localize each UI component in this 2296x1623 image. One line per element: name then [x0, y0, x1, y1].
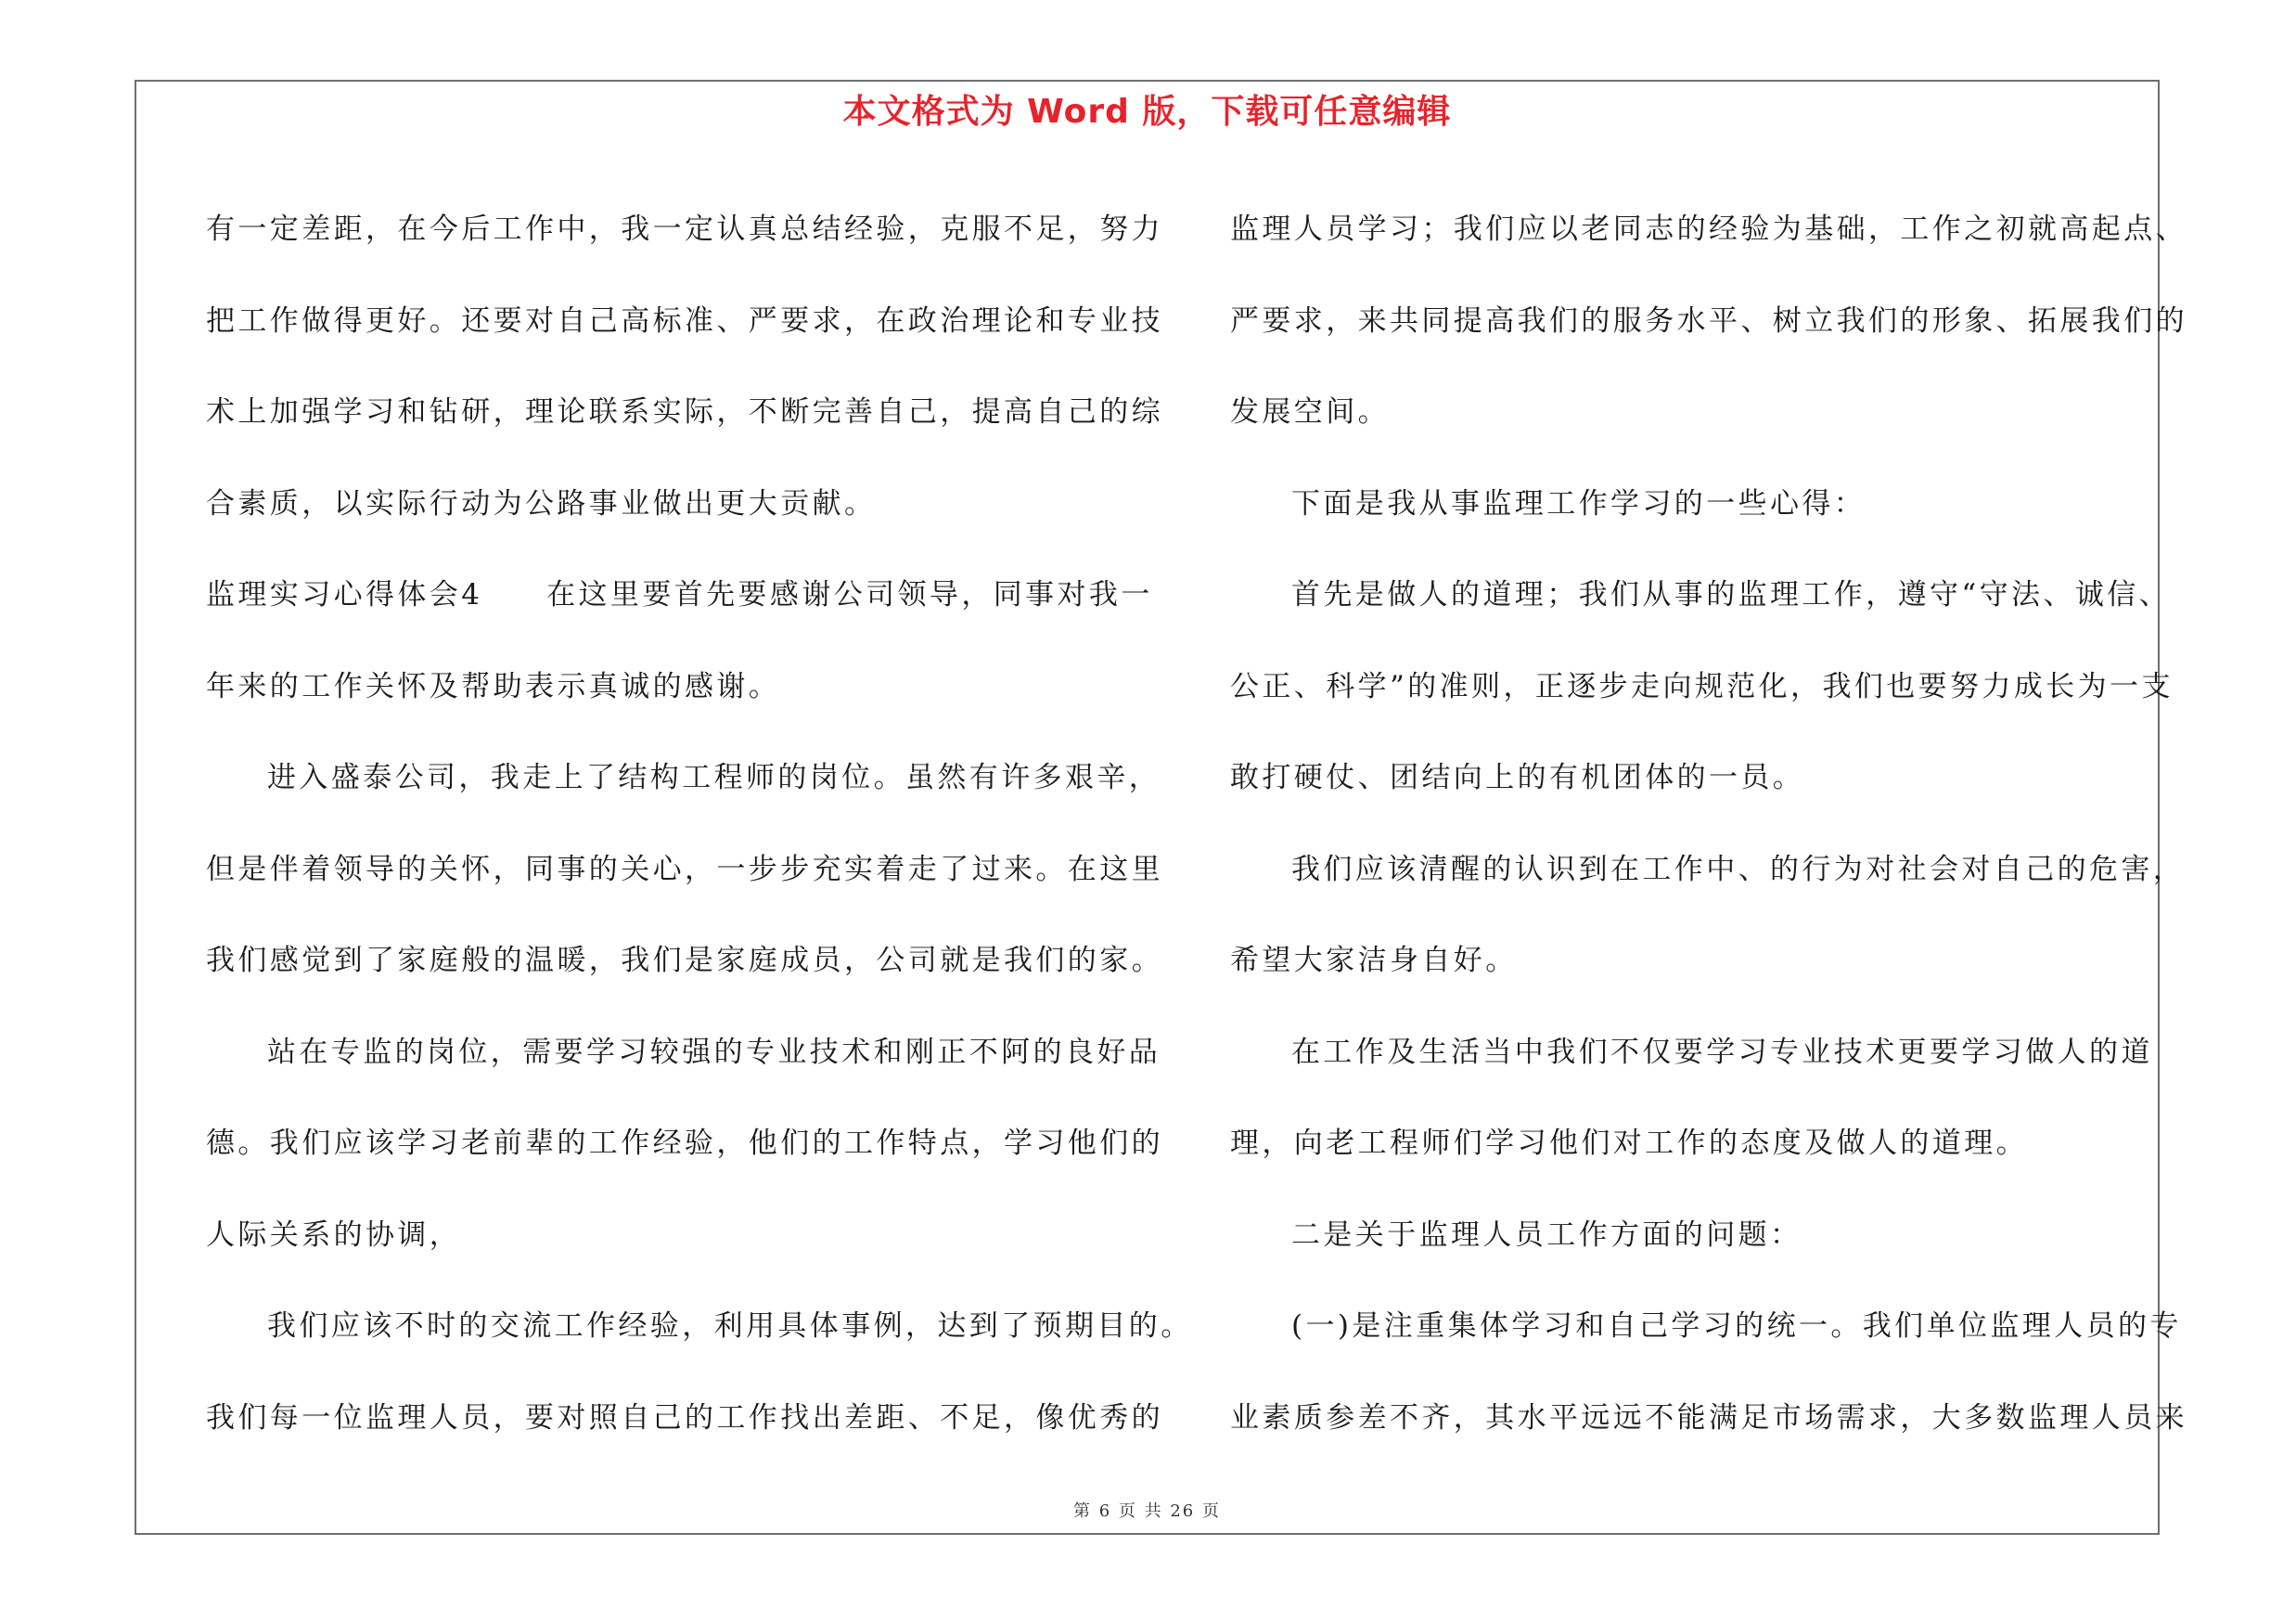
right-column-line: 下面是我从事监理工作学习的一些心得： — [1291, 486, 1866, 521]
right-column-line: 监理人员学习；我们应以老同志的经验为基础，工作之初就高起点、 — [1230, 213, 2187, 246]
right-column-line: 希望大家洁身自好。 — [1230, 944, 1518, 977]
right-column-line: 敢打硬仗、团结向上的有机团体的一员。 — [1230, 761, 1805, 794]
left-column-line: 术上加强学习和钻研，理论联系实际，不断完善自己，提高自己的综 — [206, 395, 1163, 429]
word-format-banner: 本文格式为 Word 版，下载可任意编辑 — [842, 93, 1452, 131]
right-column-line: 理，向老工程师们学习他们对工作的态度及做人的道理。 — [1230, 1127, 2028, 1160]
left-column-line: 进入盛泰公司，我走上了结构工程师的岗位。虽然有许多艰辛， — [267, 761, 1161, 794]
left-column-line: 监理实习心得体会4 在这里要首先要感谢公司领导，同事对我一 — [206, 578, 1153, 612]
left-column-line: 把工作做得更好。还要对自己高标准、严要求，在政治理论和专业技 — [206, 303, 1163, 338]
left-column-line: 有一定差距，在今后工作中，我一定认真总结经验，克服不足，努力 — [206, 213, 1163, 246]
right-column-line: 公正、科学”的准则，正逐步走向规范化，我们也要努力成长为一支 — [1230, 669, 2174, 703]
right-column-line: 严要求，来共同提高我们的服务水平、树立我们的形象、拓展我们的 — [1230, 303, 2187, 338]
left-column-line: 人际关系的协调， — [206, 1217, 462, 1252]
left-column-line: 但是伴着领导的关怀，同事的关心，一步步充实着走了过来。在这里 — [206, 852, 1163, 886]
right-column-line: 二是关于监理人员工作方面的问题： — [1291, 1217, 1802, 1252]
left-column-line: 年来的工作关怀及帮助表示真诚的感谢。 — [206, 669, 781, 703]
left-column-line: 站在专监的岗位，需要学习较强的专业技术和刚正不阿的良好品 — [267, 1035, 1161, 1069]
left-column-line: 我们感觉到了家庭般的温暖，我们是家庭成员，公司就是我们的家。 — [206, 944, 1163, 977]
right-column-line: 发展空间。 — [1230, 395, 1390, 429]
right-column-line: 业素质参差不齐，其水平远远不能满足市场需求，大多数监理人员来 — [1230, 1400, 2187, 1435]
left-column-line: 我们每一位监理人员，要对照自己的工作找出差距、不足，像优秀的 — [206, 1400, 1163, 1435]
left-column-line: 合素质，以实际行动为公路事业做出更大贡献。 — [206, 486, 877, 521]
right-column-line: 首先是做人的道理；我们从事的监理工作，遵守“守法、诚信、 — [1291, 578, 2172, 612]
right-column-line: (一)是注重集体学习和自己学习的统一。我们单位监理人员的专 — [1291, 1309, 2182, 1343]
right-column-line: 我们应该清醒的认识到在工作中、的行为对社会对自己的危害， — [1291, 852, 2186, 886]
right-column-line: 在工作及生活当中我们不仅要学习专业技术更要学习做人的道 — [1291, 1035, 2153, 1069]
left-column-line: 德。我们应该学习老前辈的工作经验，他们的工作特点，学习他们的 — [206, 1127, 1163, 1160]
left-column — [206, 184, 1193, 1463]
right-column — [1230, 184, 2187, 1463]
page-number-footer: 第 6 页 共 26 页 — [1073, 1501, 1221, 1521]
left-column-line: 我们应该不时的交流工作经验，利用具体事例，达到了预期目的。 — [267, 1309, 1193, 1343]
